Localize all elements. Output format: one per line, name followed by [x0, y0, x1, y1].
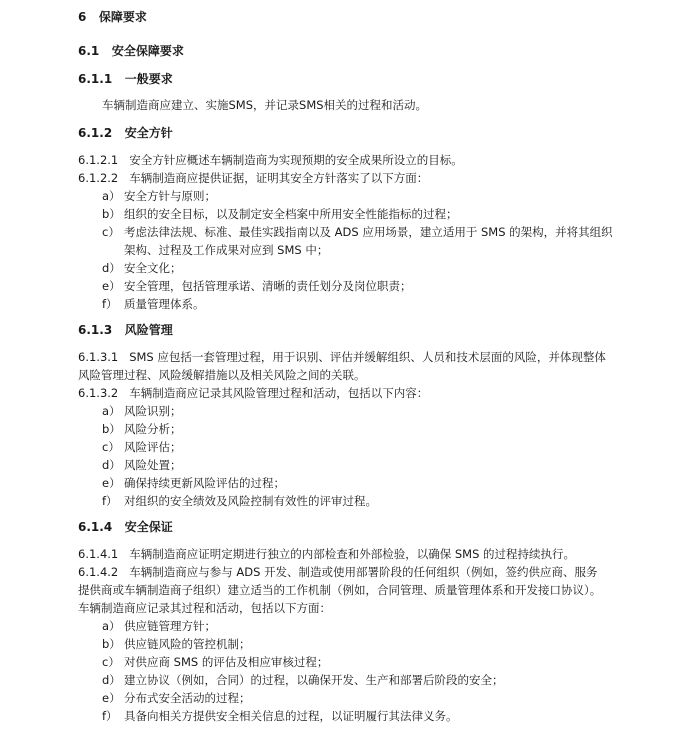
paragraph-continuation: 风险管理过程、风险缓解措施以及相关风险之间的关联。 — [78, 368, 366, 382]
list-item — [102, 206, 458, 222]
paragraph-number: 6.1.4.1 — [78, 547, 119, 561]
list-item-text: 安全管理，包括管理承诺、清晰的责任划分及岗位职责； — [124, 279, 412, 293]
list-item-text: 供应链风险的管控机制； — [124, 637, 251, 651]
list-item — [102, 636, 251, 652]
list-item — [102, 672, 504, 688]
section-heading — [78, 9, 147, 25]
paragraph-number: 6.1.3.1 — [78, 350, 119, 364]
clause-number: 6.1.3 — [78, 323, 113, 337]
list-item-text: 安全方针与原则； — [124, 189, 216, 203]
clause-title: 风险管理 — [124, 323, 173, 337]
list-item — [102, 296, 205, 312]
list-item-letter: a） — [102, 619, 121, 633]
paragraph-number: 6.1.4.2 — [78, 565, 119, 579]
list-item-letter: e） — [102, 279, 121, 293]
paragraph-text: 车辆制造商应证明定期进行独立的内部检查和外部检验，以确保 SMS 的过程持续执行。 — [129, 547, 576, 561]
list-item-text: 对组织的安全绩效及风险控制有效性的评审过程。 — [124, 494, 377, 508]
list-item — [102, 475, 285, 491]
list-item-letter: f） — [102, 709, 118, 723]
list-item-text: 风险处置； — [124, 458, 182, 472]
list-item-letter: b） — [102, 422, 121, 436]
list-item-letter: f） — [102, 297, 118, 311]
list-item-text: 组织的安全目标，以及制定安全档案中所用安全性能指标的过程； — [124, 207, 458, 221]
list-item-text: 确保持续更新风险评估的过程； — [124, 476, 285, 490]
clause-number: 6.1.2 — [78, 126, 113, 140]
list-item — [102, 260, 182, 276]
list-item-text: 安全文化； — [124, 261, 182, 275]
section-title: 保障要求 — [98, 10, 147, 24]
list-item — [102, 188, 216, 204]
list-item-letter: c） — [102, 225, 120, 239]
list-item-letter: a） — [102, 189, 121, 203]
paragraph-continuation: 车辆制造商应记录其过程和活动，包括以下方面： — [78, 601, 331, 615]
list-item — [102, 708, 458, 724]
list-item — [102, 493, 377, 509]
list-item — [102, 421, 182, 437]
paragraph-number: 6.1.2.2 — [78, 171, 119, 185]
list-item-text: 供应链管理方针； — [124, 619, 216, 633]
list-item-text: 分布式安全活动的过程； — [124, 691, 251, 705]
list-item-letter: f） — [102, 494, 118, 508]
list-item-text: 考虑法律法规、标准、最佳实践指南以及 ADS 应用场景，建立适用于 SMS 的架构，并将其组织 — [124, 225, 613, 239]
subsection-title: 安全保障要求 — [111, 44, 184, 58]
paragraph-6-1-3-1 — [78, 349, 606, 365]
clause-heading-6-1-1 — [78, 71, 173, 87]
paragraph-text: 安全方针应概述车辆制造商为实现预期的安全成果所设立的目标。 — [129, 153, 463, 167]
list-item — [102, 403, 182, 419]
list-item-text: 质量管理体系。 — [124, 297, 205, 311]
subsection-heading-6-1 — [78, 43, 184, 59]
paragraph: 车辆制造商应建立、实施SMS，并记录SMS相关的过程和活动。 — [102, 98, 428, 112]
paragraph-text: 车辆制造商应记录其风险管理过程和活动，包括以下内容： — [129, 386, 429, 400]
list-item-text: 建立协议（例如，合同）的过程，以确保开发、生产和部署后阶段的安全； — [124, 673, 504, 687]
clause-number: 6.1.1 — [78, 72, 113, 86]
list-item-letter: b） — [102, 637, 121, 651]
paragraph-number: 6.1.3.2 — [78, 386, 119, 400]
list-item-letter: d） — [102, 458, 121, 472]
clause-title: 一般要求 — [124, 72, 173, 86]
paragraph-6-1-4-1 — [78, 546, 575, 562]
list-item — [102, 439, 182, 455]
paragraph-6-1-4-2 — [78, 564, 598, 580]
list-item — [102, 224, 613, 240]
clause-heading-6-1-3 — [78, 322, 173, 338]
clause-title: 安全保证 — [124, 520, 173, 534]
paragraph-6-1-3-2 — [78, 385, 428, 401]
list-item — [102, 654, 328, 670]
paragraph-continuation: 提供商或车辆制造商子组织）建立适当的工作机制（例如，合同管理、质量管理体系和开发接口协议）。 — [78, 583, 602, 597]
list-item-text: 风险识别； — [124, 404, 182, 418]
paragraph-text: 车辆制造商应提供证据，证明其安全方针落实了以下方面： — [129, 171, 429, 185]
clause-heading-6-1-4 — [78, 519, 173, 535]
list-item-text: 风险评估； — [124, 440, 182, 454]
list-item-letter: a） — [102, 404, 121, 418]
paragraph-number: 6.1.2.1 — [78, 153, 119, 167]
list-item — [102, 618, 216, 634]
paragraph-text: SMS 应包括一套管理过程，用于识别、评估并缓解组织、人员和技术层面的风险，并体现整体 — [129, 350, 606, 364]
list-item-letter: c） — [102, 440, 120, 454]
paragraph-6-1-2-1 — [78, 152, 463, 168]
list-item-letter: e） — [102, 476, 121, 490]
clause-title: 安全方针 — [124, 126, 173, 140]
list-item-letter: e） — [102, 691, 121, 705]
list-item-continuation: 架构、过程及工作成果对应到 SMS 中； — [124, 243, 329, 257]
list-item — [102, 457, 182, 473]
list-item — [102, 690, 251, 706]
section-number: 6 — [78, 10, 87, 24]
list-item-text: 具备向相关方提供安全相关信息的过程，以证明履行其法律义务。 — [124, 709, 458, 723]
list-item-text: 对供应商 SMS 的评估及相应审核过程； — [124, 655, 329, 669]
clause-number: 6.1.4 — [78, 520, 113, 534]
list-item — [102, 278, 412, 294]
paragraph-text: 车辆制造商应与参与 ADS 开发、制造或使用部署阶段的任何组织（例如，签约供应商、服务 — [129, 565, 598, 579]
clause-heading-6-1-2 — [78, 125, 173, 141]
list-item-letter: c） — [102, 655, 120, 669]
list-item-letter: b） — [102, 207, 121, 221]
list-item-letter: d） — [102, 673, 121, 687]
list-item-letter: d） — [102, 261, 121, 275]
paragraph-6-1-2-2 — [78, 170, 428, 186]
list-item-text: 风险分析； — [124, 422, 182, 436]
subsection-number: 6.1 — [78, 44, 100, 58]
